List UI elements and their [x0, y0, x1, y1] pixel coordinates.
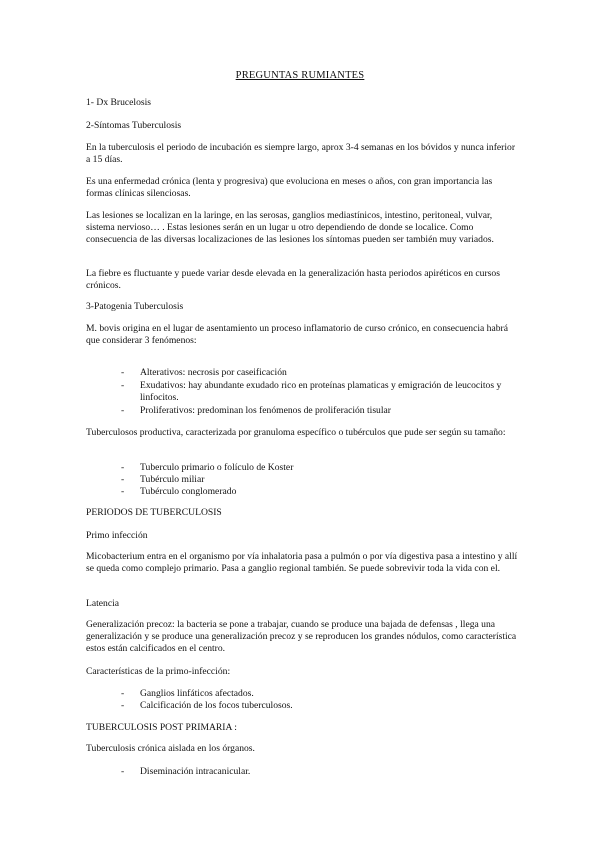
bullet-dash: -	[121, 380, 125, 391]
paragraph-fiebre: La fiebre es fluctuante y puede variar desde elevada en la generalización hasta periodos apiréticos en cursos crónicos.	[86, 268, 500, 292]
heading-periodos: PERIODOS DE TUBERCULOSIS	[86, 507, 222, 518]
paragraph-cronica: Es una enfermedad crónica (lenta y progresiva) que evoluciona en meses o años, con gran importancia las formas clínicas silenciosas.	[86, 176, 493, 200]
bullet-dash: -	[121, 367, 125, 378]
list-item-text: Alterativos: necrosis por caseificación	[140, 367, 287, 378]
paragraph-cronica-aislada: Tuberculosis crónica aislada en los órganos.	[86, 743, 255, 754]
list-item-text: Ganglios linfáticos afectados.	[140, 688, 254, 699]
list-item-text: Tubérculo conglomerado	[140, 486, 237, 497]
list-item-text: Proliferativos: predominan los fenómenos de proliferación tisular	[140, 405, 391, 416]
bullet-dash: -	[121, 405, 125, 416]
bullet-dash: -	[121, 766, 125, 777]
page-title: PREGUNTAS RUMIANTES	[235, 70, 365, 81]
heading-primo-infeccion: Primo infección	[86, 530, 148, 541]
list-item-text: Tubérculo miliar	[140, 474, 205, 485]
bullet-dash: -	[121, 474, 125, 485]
section-heading-patogenia: 3-Patogenia Tuberculosis	[86, 301, 184, 312]
heading-latencia: Latencia	[86, 598, 120, 609]
paragraph-incubacion: En la tuberculosis el periodo de incubación es siempre largo, aprox 3-4 semanas en los bóvidos y nunca inferior a 15 días.	[86, 142, 516, 166]
bullet-dash: -	[121, 462, 125, 473]
section-heading-sintomas: 2-Síntomas Tuberculosis	[86, 120, 182, 131]
list-item-text: Exudativos: hay abundante exudado rico en proteínas plamaticas y emigración de leucocitos y linfocitos.	[140, 380, 502, 404]
heading-post-primaria: TUBERCULOSIS POST PRIMARIA :	[86, 722, 237, 733]
list-item-text: Calcificación de los focos tuberculosos.	[140, 700, 293, 711]
paragraph-generalizacion: Generalización precoz: la bacteria se pone a trabajar, cuando se produce una bajada de defensas , llega una generalización y se produce una generalización precoz y se reproducen los grandes nódulos, como característica estos están calcificados en el centro.	[86, 619, 517, 655]
list-item-text: Tuberculo primario o folículo de Koster	[140, 462, 294, 473]
paragraph-productiva: Tuberculosos productiva, caracterizada por granuloma específico o tubérculos que pude ser según su tamaño:	[86, 427, 506, 438]
bullet-dash: -	[121, 486, 125, 497]
bullet-dash: -	[121, 700, 125, 711]
section-heading-brucelosis: 1- Dx Brucelosis	[86, 97, 152, 108]
paragraph-lesiones: Las lesiones se localizan en la laringe, en las serosas, ganglios mediastínicos, intestino, peritoneal, vulvar, sistema nervioso… . Estas lesiones serán en un lugar u otro dependiendo de donde se localice. Como consecuencia de las diversas localizaciones de las lesiones los síntomas pueden ser también muy variados.	[86, 210, 494, 246]
list-item-text: Diseminación intracanicular.	[140, 766, 251, 777]
paragraph-micobacterium: Micobacterium entra en el organismo por vía inhalatoria pasa a pulmón o por vía digestiva pasa a intestino y allí se queda como complejo primario. Pasa a ganglio regional también. Se puede sobrevivir toda la vida con el.	[86, 551, 518, 575]
heading-caracteristicas: Características de la primo-infección:	[86, 666, 231, 677]
paragraph-mbovis: M. bovis origina en el lugar de asentamiento un proceso inflamatorio de curso crónico, en consecuencia habrá que considerar 3 fenómenos:	[86, 323, 508, 347]
bullet-dash: -	[121, 688, 125, 699]
